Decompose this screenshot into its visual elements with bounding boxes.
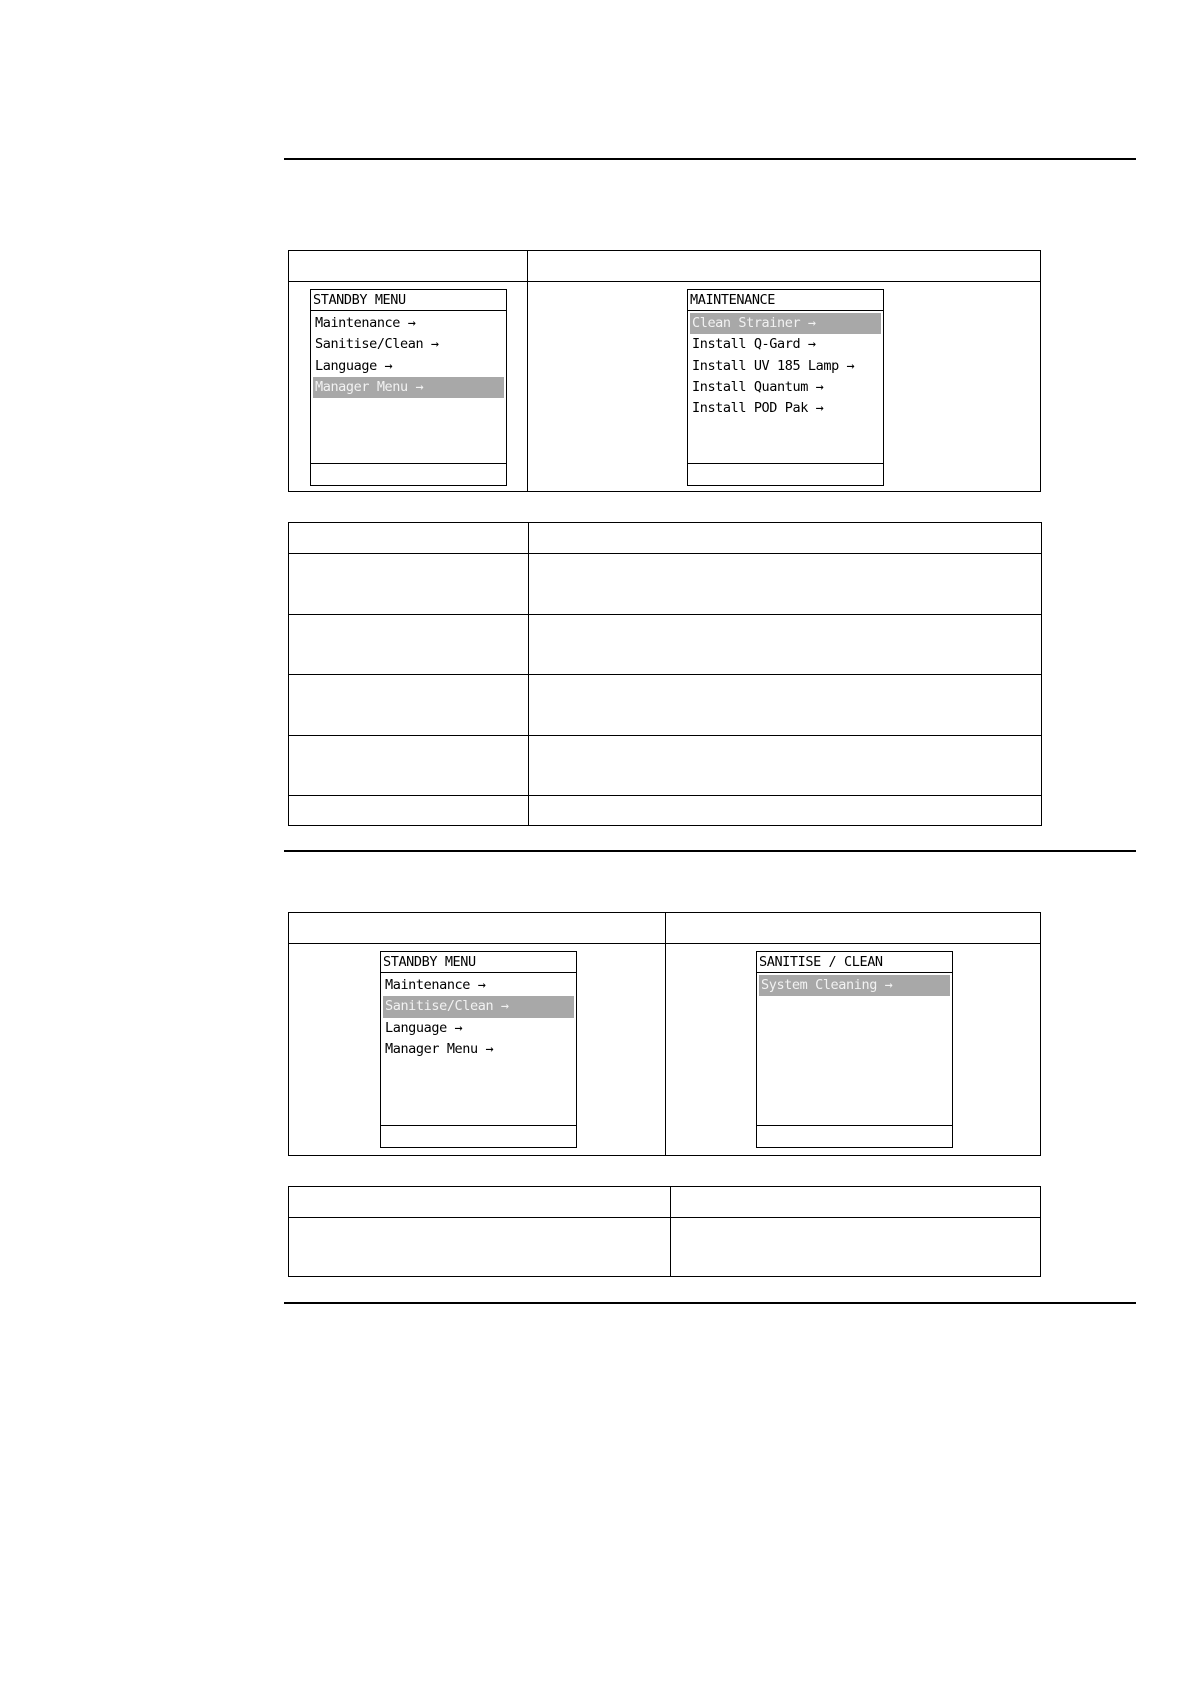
menu-item-system-cleaning[interactable]: System Cleaning → [759,975,950,996]
column-divider [670,1187,671,1276]
bottom-rule [284,1302,1136,1304]
row-divider [289,1217,1040,1218]
lcd-title: STANDBY MENU [311,290,506,311]
menu-item-install-uv-185-lamp[interactable]: Install UV 185 Lamp → [692,357,855,374]
lcd-maintenance [687,289,884,486]
column-divider [527,251,528,491]
section-2-screens-table [288,912,1041,1156]
section-2-options-table [288,1186,1041,1277]
header-divider [289,943,1040,944]
section-1-options-table [288,522,1042,826]
menu-item-clean-strainer[interactable]: Clean Strainer → [690,313,881,334]
menu-item-sanitise-clean[interactable]: Sanitise/Clean → [383,996,574,1017]
lcd-standby-menu [310,289,507,486]
lcd-sanitise-clean [756,951,953,1148]
menu-item-install-pod-pak[interactable]: Install POD Pak → [692,400,824,417]
lcd-standby-menu [380,951,577,1148]
menu-item-language[interactable]: Language → [315,357,393,374]
middle-rule [284,850,1136,852]
lcd-footer [311,463,506,485]
menu-item-language[interactable]: Language → [385,1019,463,1036]
lcd-title: SANITISE / CLEAN [757,952,952,973]
lcd-footer [688,463,883,485]
menu-item-maintenance[interactable]: Maintenance → [315,315,416,331]
row-divider [289,735,1041,736]
menu-item-sanitise-clean[interactable]: Sanitise/Clean → [315,336,439,353]
row-divider [289,614,1041,615]
lcd-footer [381,1125,576,1147]
menu-item-install-quantum[interactable]: Install Quantum → [692,378,824,395]
lcd-title: MAINTENANCE [688,290,883,311]
lcd-title: STANDBY MENU [381,952,576,973]
row-divider [289,674,1041,675]
header-divider [289,281,1040,282]
lcd-footer [757,1125,952,1147]
column-divider [665,913,666,1155]
menu-item-manager-menu[interactable]: Manager Menu → [385,1040,494,1057]
top-rule [284,158,1136,160]
section-1-screens-table [288,250,1041,492]
menu-item-install-q-gard[interactable]: Install Q-Gard → [692,336,816,353]
row-divider [289,553,1041,554]
row-divider [289,795,1041,796]
menu-item-manager-menu[interactable]: Manager Menu → [313,377,504,398]
menu-item-maintenance[interactable]: Maintenance → [385,977,486,993]
